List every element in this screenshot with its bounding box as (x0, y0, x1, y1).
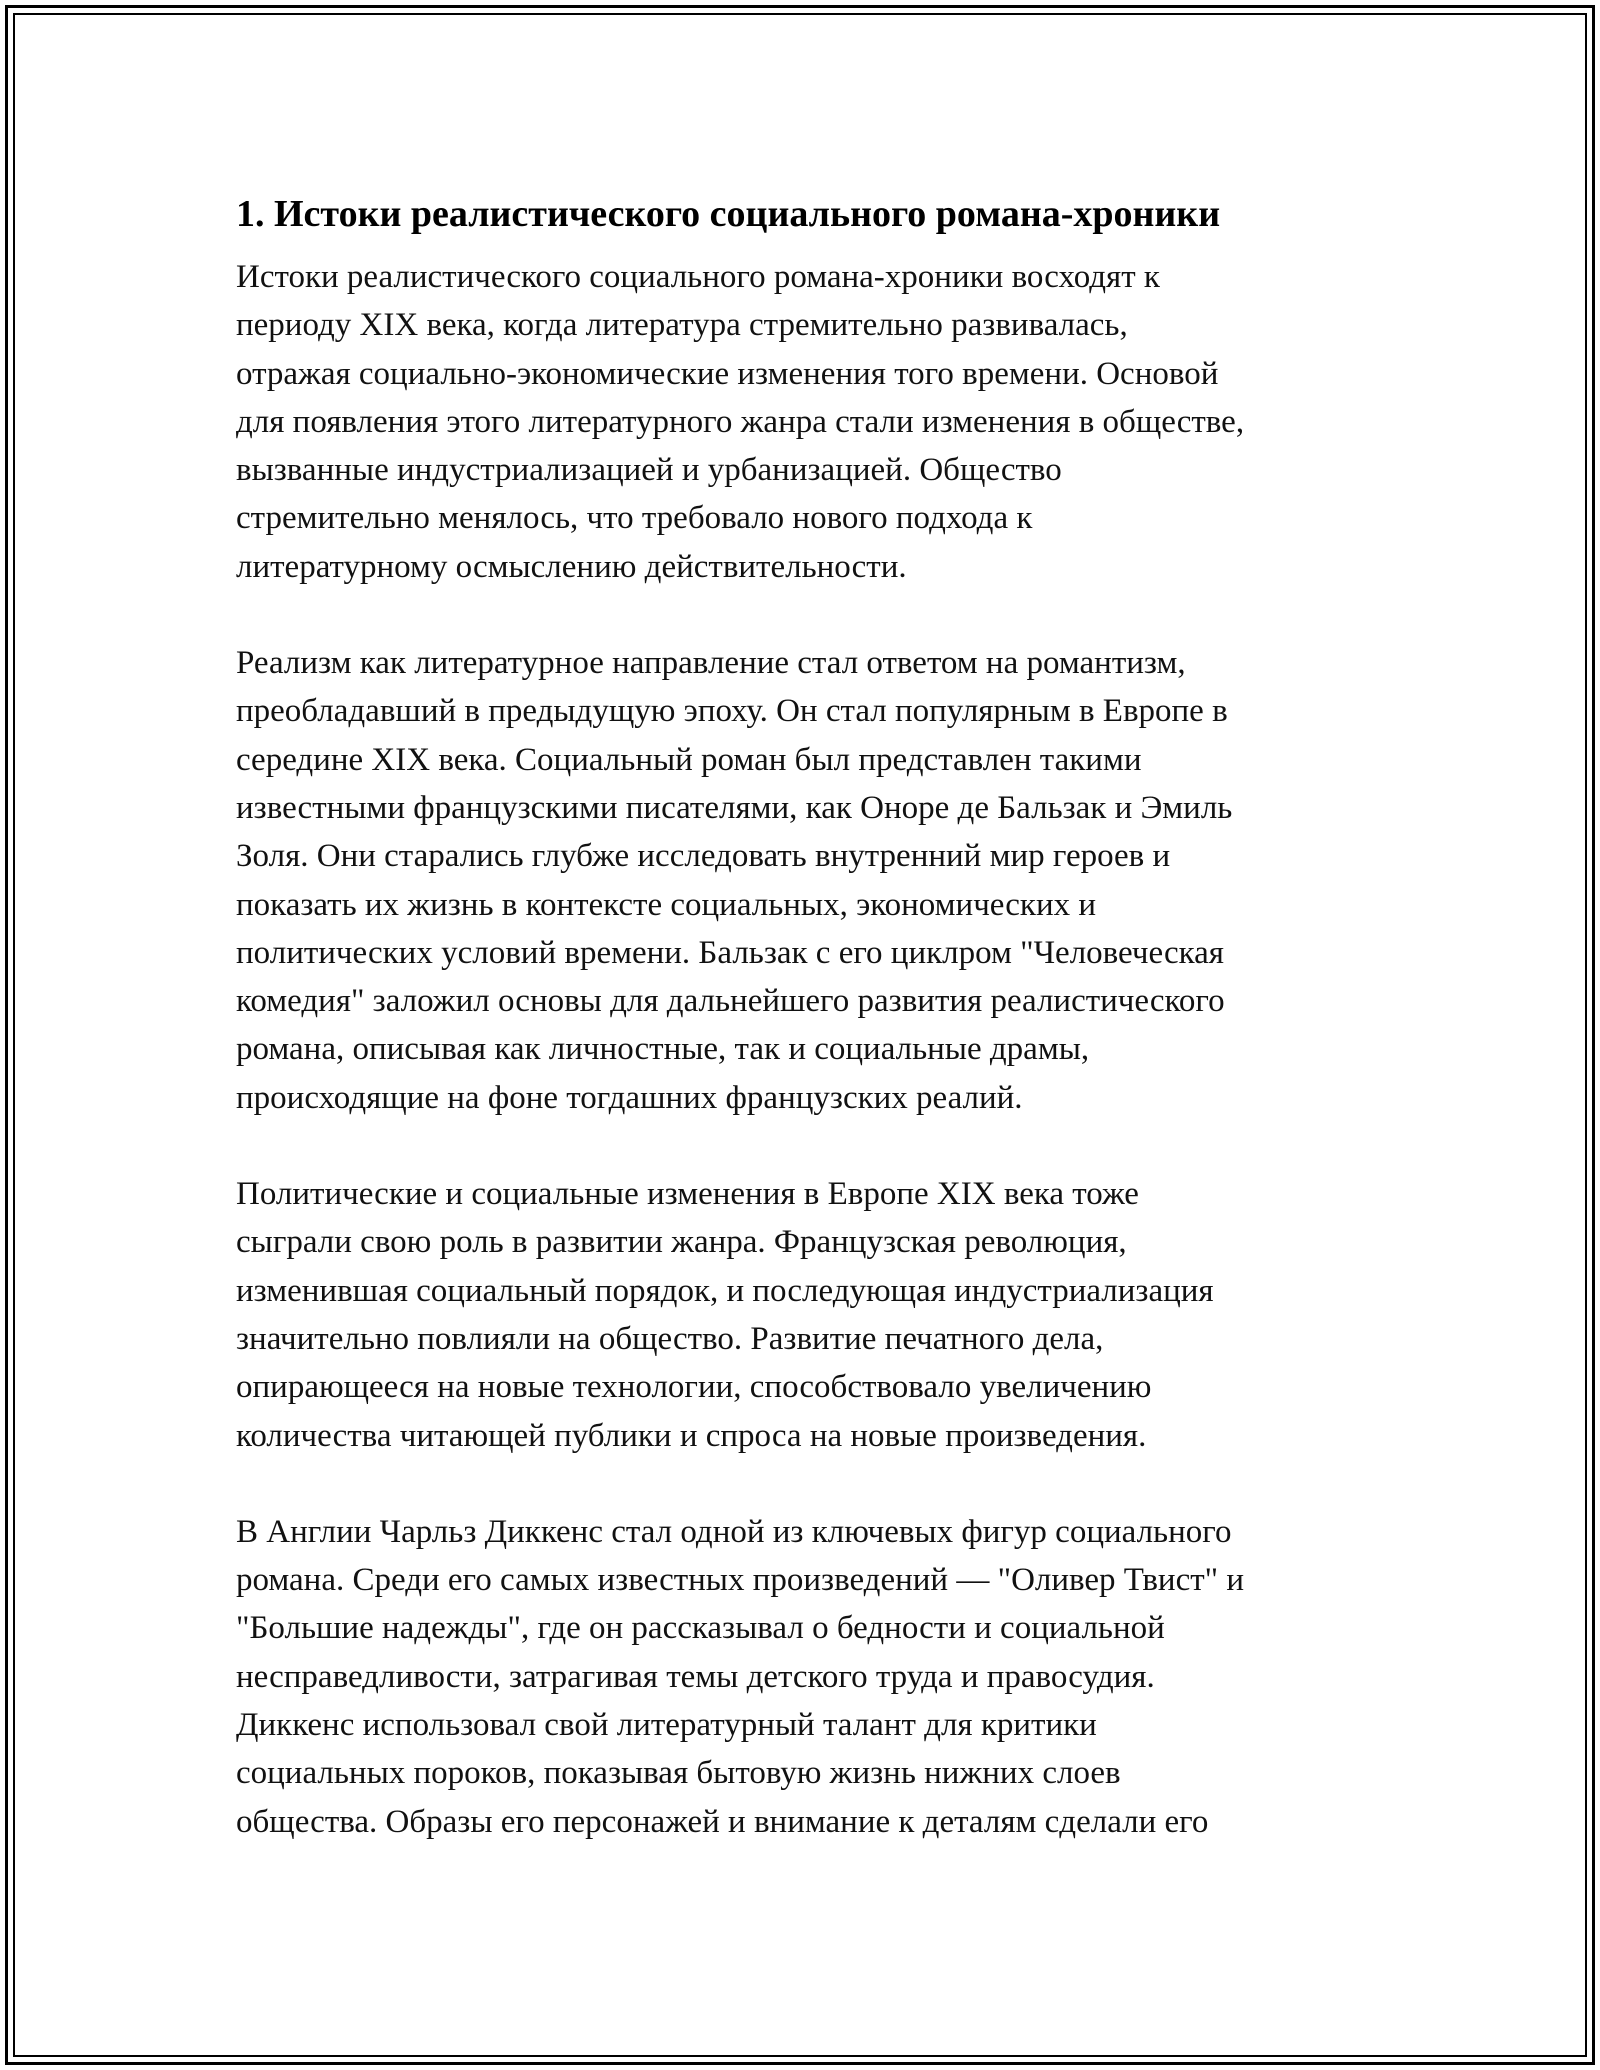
text-line: количества читающей публики и спроса на новые произведения. (236, 1417, 1147, 1454)
text-line: "Большие надежды", где он рассказывал о бедности и социальной (236, 1610, 1165, 1647)
text-line: Политические и социальные изменения в Европе XIX века тоже (236, 1176, 1139, 1213)
text-line: социальных пороков, показывая бытовую жизнь нижних слоев (236, 1755, 1121, 1792)
text-line: для появления этого литературного жанра стали изменения в обществе, (236, 403, 1245, 440)
text-line: общества. Образы его персонажей и внимание к деталям сделали его (236, 1803, 1209, 1840)
text-line: изменившая социальный порядок, и последующая индустриализация (236, 1272, 1214, 1309)
text-line: Золя. Они старались глубже исследовать внутренний мир героев и (236, 838, 1171, 875)
text-line: значительно повлияли на общество. Развитие печатного дела, (236, 1320, 1104, 1357)
paragraph-dickens (236, 1508, 1376, 1846)
section-heading: 1. Истоки реалистического социального романа-хроники (236, 193, 1221, 235)
text-line: вызванные индустриализацией и урбанизацией. Общество (236, 452, 1062, 489)
paragraph-realism (236, 639, 1376, 1122)
text-line: известными французскими писателями, как Оноре де Бальзак и Эмиль (236, 789, 1233, 826)
text-line: политических условий времени. Бальзак с его циклром "Человеческая (236, 934, 1224, 971)
text-line: романа. Среди его самых известных произведений — "Оливер Твист" и (236, 1562, 1245, 1599)
paragraph-origins (236, 253, 1376, 591)
document-body (236, 185, 1376, 1846)
text-line: романа, описывая как личностные, так и социальные драмы, (236, 1031, 1090, 1068)
text-line: сыграли свою роль в развитии жанра. Французская революция, (236, 1224, 1127, 1261)
paragraph-political-changes (236, 1170, 1376, 1460)
text-line: отражая социально-экономические изменения того времени. Основой (236, 355, 1219, 392)
text-line: опирающееся на новые технологии, способствовало увеличению (236, 1369, 1152, 1406)
text-line: происходящие на фоне тогдашних французских реалий. (236, 1079, 1023, 1116)
text-line: Диккенс использовал свой литературный талант для критики (236, 1707, 1097, 1744)
text-line: показать их жизнь в контексте социальных, экономических и (236, 886, 1097, 923)
text-line: комедия" заложил основы для дальнейшего развития реалистического (236, 983, 1225, 1020)
text-line: преобладавший в предыдущую эпоху. Он стал популярным в Европе в (236, 693, 1228, 730)
text-line: Реализм как литературное направление стал ответом на романтизм, (236, 645, 1186, 682)
text-line: Истоки реалистического социального романа-хроники восходят к (236, 259, 1160, 295)
text-line: литературному осмыслению действительности. (236, 548, 907, 585)
text-line: несправедливости, затрагивая темы детского труда и правосудия. (236, 1658, 1155, 1695)
text-line: середине XIX века. Социальный роман был представлен такими (236, 741, 1142, 778)
text-line: стремительно менялось, что требовало нового подхода к (236, 500, 1033, 537)
text-line: периоду XIX века, когда литература стремительно развивалась, (236, 307, 1128, 344)
text-line: В Англии Чарльз Диккенс стал одной из ключевых фигур социального (236, 1513, 1232, 1550)
